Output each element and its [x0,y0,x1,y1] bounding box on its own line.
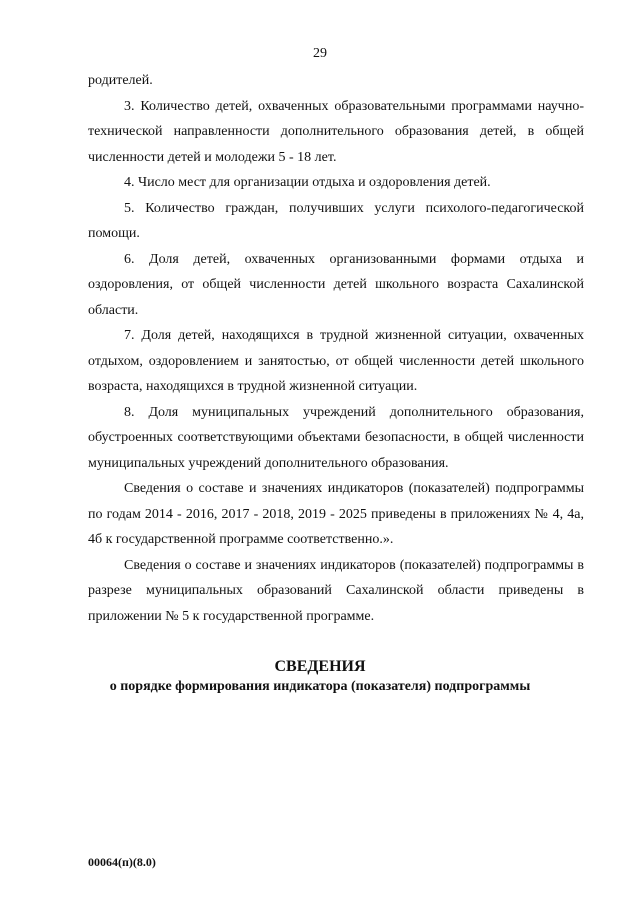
paragraph-indicator-4: 4. Число мест для организации отдыха и оздоровления детей. [124,175,491,190]
paragraph-info-years: Сведения о составе и значениях индикаторов (показателей) подпрограммы по годам 2014 - 2016, 2017 - 2018, 2019 - 2025 приведены в приложениях № 4, 4а, 4б к государственной программе соответственно.». [88,481,584,547]
paragraph-indicator-8: 8. Доля муниципальных учреждений дополнительного образования, обустроенных соответствующими объектами безопасности, в общей численности муниципальных учреждений дополнительного образования. [88,404,584,471]
body-text [88,68,584,629]
paragraph-indicator-7: 7. Доля детей, находящихся в трудной жизненной ситуации, охваченных отдыхом, оздоровлением и занятостью, от общей численности детей школьного возраста, находящихся в трудной жизненной ситуации. [88,328,584,394]
heading-subtitle: о порядке формирования индикатора (показателя) подпрограммы [109,679,531,694]
section-heading [0,656,640,696]
paragraph-indicator-5: 5. Количество граждан, получивших услуги психолого-педагогической помощи. [88,200,584,241]
paragraph-indicator-3: 3. Количество детей, охваченных образовательными программами научно-технической направленности дополнительного образования детей, в общей численности детей и молодежи 5 - 18 лет. [88,98,584,165]
heading-title: СВЕДЕНИЯ [274,658,366,675]
paragraph-indicator-6: 6. Доля детей, охваченных организованными формами отдыха и оздоровления, от общей численности детей школьного возраста Сахалинской области. [88,251,584,318]
paragraph-continuation: родителей. [88,73,153,88]
paragraph-info-municipal: Сведения о составе и значениях индикаторов (показателей) подпрограммы в разрезе муниципальных образований Сахалинской области приведены в приложении № 5 к государственной программе. [88,557,584,624]
document-code: 00064(п)(8.0) [88,855,156,869]
page-number: 29 [313,46,327,61]
